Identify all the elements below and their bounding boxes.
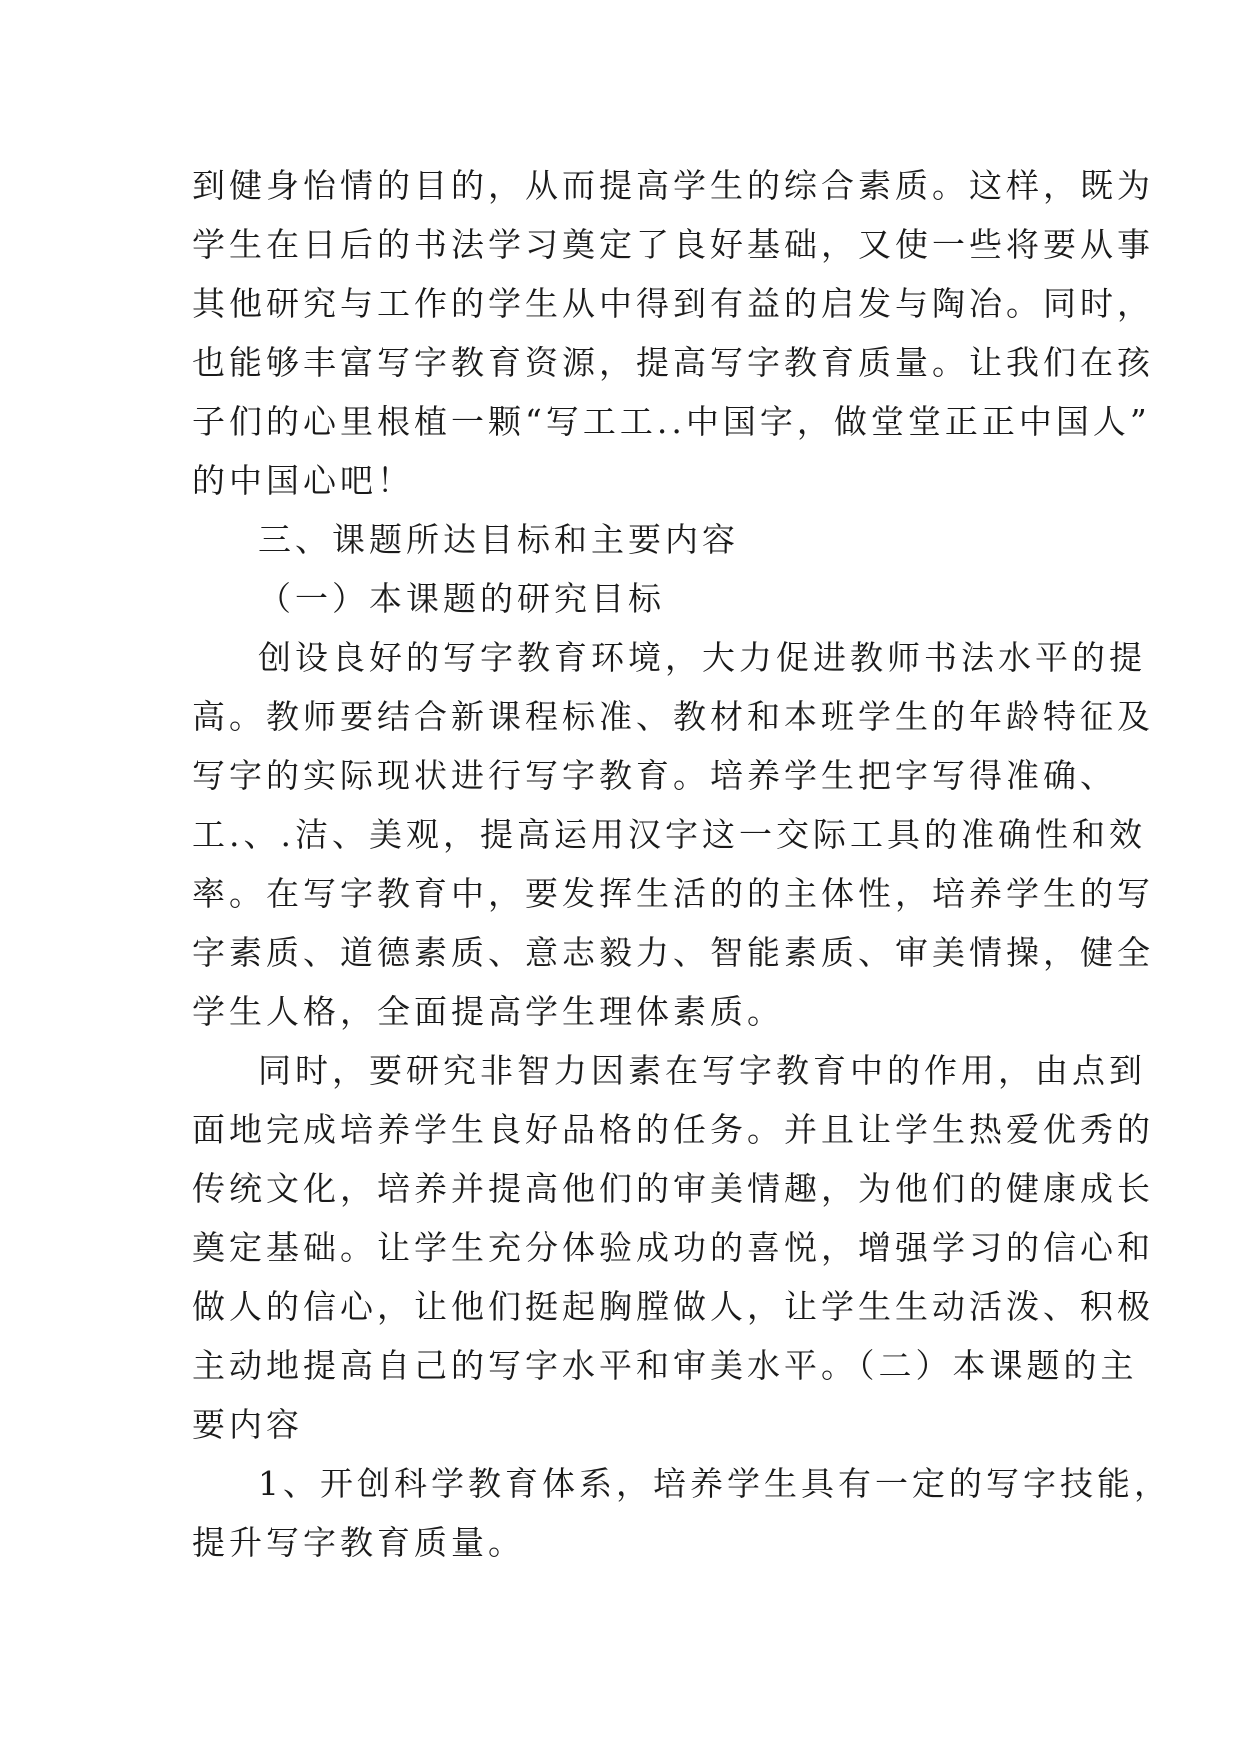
text-line: 奠定基础。让学生充分体验成功的喜悦，增强学习的信心和	[192, 1228, 1154, 1267]
text-line: 学生人格，全面提高学生理体素质。	[192, 992, 784, 1031]
list-item: 1、开创科学教育体系，培养学生具有一定的写字技能，	[258, 1464, 1171, 1503]
text-line: 创设良好的写字教育环境，大力促进教师书法水平的提	[258, 638, 1146, 677]
text-line: 高。教师要结合新课程标准、教材和本班学生的年龄特征及	[192, 697, 1154, 736]
text-line: 其他研究与工作的学生从中得到有益的启发与陶冶。同时，	[192, 284, 1154, 323]
text-line: 提升写字教育质量。	[192, 1523, 525, 1562]
text-line: 也能够丰富写字教育资源，提高写字教育质量。让我们在孩	[192, 343, 1154, 382]
text-line: 字素质、道德素质、意志毅力、智能素质、审美情操，健全	[192, 933, 1154, 972]
text-line: 率。在写字教育中，要发挥生活的的主体性，培养学生的写	[192, 874, 1154, 913]
text-line: 的中国心吧！	[192, 461, 414, 500]
text-line: 子们的心里根植一颗“写工工..中国字，做堂堂正正中国人”	[192, 402, 1151, 441]
text-line: 做人的信心，让他们挺起胸膛做人，让学生生动活泼、积极	[192, 1287, 1154, 1326]
section-heading: 三、课题所达目标和主要内容	[258, 520, 739, 559]
document-body	[192, 156, 1171, 1572]
text-line: 学生在日后的书法学习奠定了良好基础，又使一些将要从事	[192, 225, 1154, 264]
text-line: 到健身怡情的目的，从而提高学生的综合素质。这样，既为	[192, 166, 1154, 205]
subsection-heading: （一）本课题的研究目标	[258, 579, 665, 618]
text-line: 工.、.洁、美观，提高运用汉字这一交际工具的准确性和效	[192, 815, 1146, 854]
text-line: 传统文化，培养并提高他们的审美情趣，为他们的健康成长	[192, 1169, 1154, 1208]
text-line: 写字的实际现状进行写字教育。培养学生把字写得准确、	[192, 756, 1117, 795]
text-line: 面地完成培养学生良好品格的任务。并且让学生热爱优秀的	[192, 1110, 1154, 1149]
text-line: 要内容	[192, 1405, 303, 1444]
text-line: 主动地提高自己的写字水平和审美水平。（二）本课题的主	[192, 1346, 1138, 1385]
text-line: 同时，要研究非智力因素在写字教育中的作用，由点到	[258, 1051, 1146, 1090]
